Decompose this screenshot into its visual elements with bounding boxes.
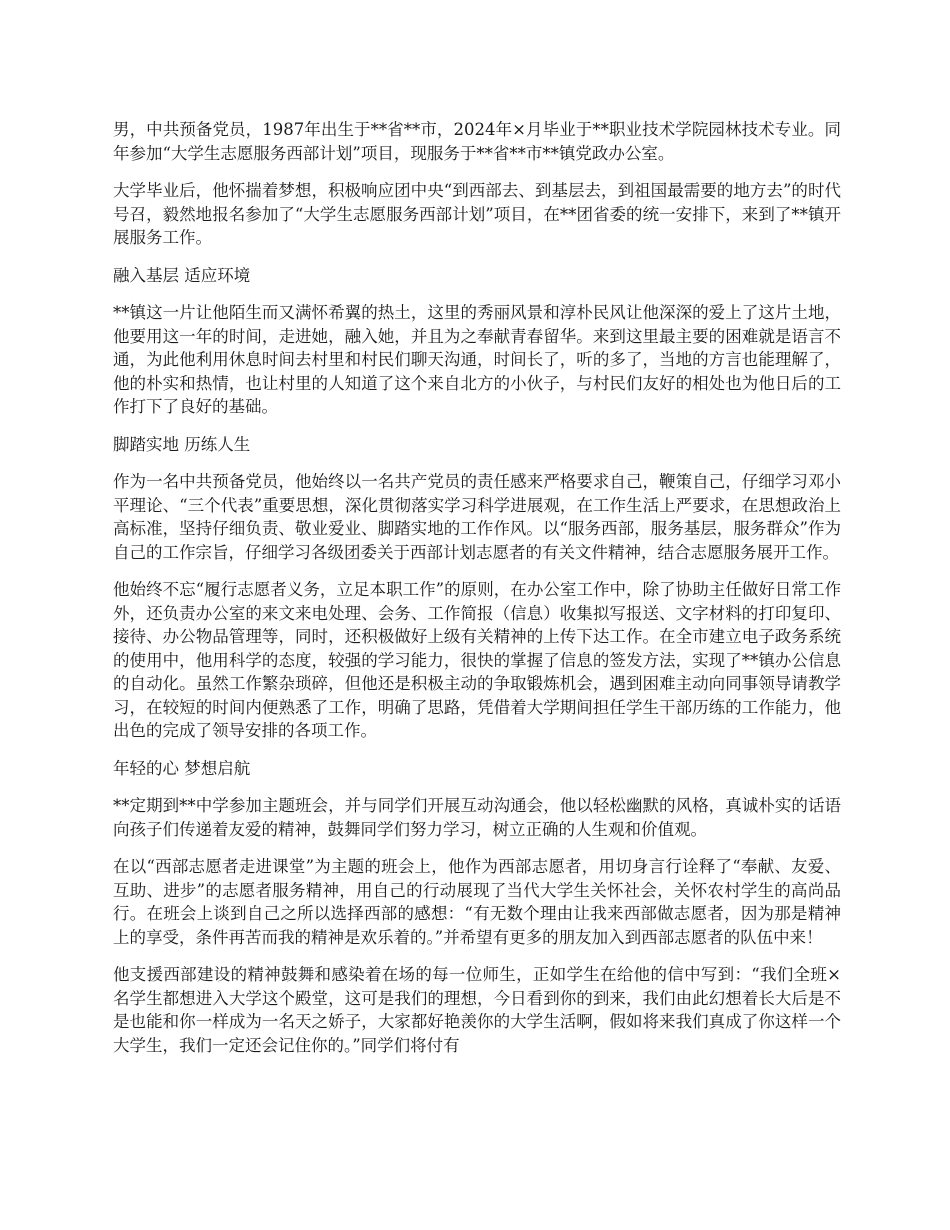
integrate-paragraph: **镇这一片让他陌生而又满怀希翼的热土，这里的秀丽风景和淳朴民风让他深深的爱上了这片土地，他要用这一年的时间，走进她，融入她，并且为之奉献青春留华。来到这里最主要的困难就是语言不通，为此他利用休息时间去村里和村民们聊天沟通，时间长了，听的多了，当地的方言也能理解了，他的朴实和热情，也让村里的人知道了这个来自北方的小伙子，与村民们友好的相处也为他日后的工作打下了良好的基础。 [113, 303, 841, 416]
party-member-paragraph: 作为一名中共预备党员，他始终以一名共产党员的责任感来严格要求自己，鞭策自己，仔细学习邓小平理论、“三个代表”重要思想，深化贯彻落实学习科学进展观，在工作生活上严要求，在思想政治上高标准，坚持仔细负责、敬业爱业、脚踏实地的工作作风。以“服务西部，服务基层，服务群众”作为自己的工作宗旨，仔细学习各级团委关于西部计划志愿者的有关文件精神，结合志愿服务展开工作。 [113, 472, 841, 562]
section-heading-integrate: 融入基层 适应环境 [113, 265, 251, 285]
office-work-paragraph: 他始终不忘“履行志愿者义务，立足本职工作”的原则，在办公室工作中，除了协助主任做好日常工作外，还负责办公室的来文来电处理、会务、工作简报（信息）收集拟写报送、文字材料的打印复印、接待、办公物品管理等，同时，还积极做好上级有关精神的上传下达工作。在全市建立电子政务系统的使用中，他用科学的态度，较强的学习能力，很快的掌握了信息的签发方法，实现了**镇办公信息的自动化。虽然工作繁杂琐碎，但他还是积极主动的争取锻炼机会，遇到困难主动向同事领导请教学习，在较短的时间内便熟悉了工作，明确了思路，凭借着大学期间担任学生干部历练的工作能力，他出色的完成了领导安排的各项工作。 [113, 580, 841, 740]
volunteer-class-paragraph: 在以“西部志愿者走进课堂”为主题的班会上，他作为西部志愿者，用切身言行诠释了“奉献、友爱、互助、进步”的志愿者服务精神，用自己的行动展现了当代大学生关怀社会，关怀农村学生的高尚品行。在班会上谈到自己之所以选择西部的感想：“有无数个理由让我来西部做志愿者，因为那是精神上的享受，条件再苦而我的精神是欢乐着的。”并希望有更多的朋友加入到西部志愿者的队伍中来！ [113, 857, 841, 947]
document-body [113, 118, 841, 1071]
student-letter-paragraph: 他支援西部建设的精神鼓舞和感染着在场的每一位师生，正如学生在给他的信中写到：“我们全班×名学生都想进入大学这个殿堂，这可是我们的理想，今日看到你的到来，我们由此幻想着长大后是不是也能和你一样成为一名天之娇子，大家都好艳羡你的大学生活啊，假如将来我们真成了你这样一个大学生，我们一定还会记住你的。”同学们将付有 [113, 965, 841, 1055]
intro-paragraph: 男，中共预备党员，1987年出生于**省**市，2024年×月毕业于**职业技术学院园林技术专业。同年参加“大学生志愿服务西部计划”项目，现服务于**省**市**镇党政办公室。 [113, 120, 841, 163]
background-paragraph: 大学毕业后，他怀揣着梦想，积极响应团中央“到西部去、到基层去，到祖国最需要的地方去”的时代号召，毅然地报名参加了“大学生志愿服务西部计划”项目，在**团省委的统一安排下，来到了**镇开展服务工作。 [113, 181, 841, 247]
section-heading-down-to-earth: 脚踏实地 历练人生 [113, 434, 251, 454]
class-meeting-paragraph: **定期到**中学参加主题班会，并与同学们开展互动沟通会，他以轻松幽默的风格，真诚朴实的话语向孩子们传递着友爱的精神，鼓舞同学们努力学习，树立正确的人生观和价值观。 [113, 796, 841, 839]
section-heading-young-heart: 年轻的心 梦想启航 [113, 758, 251, 778]
